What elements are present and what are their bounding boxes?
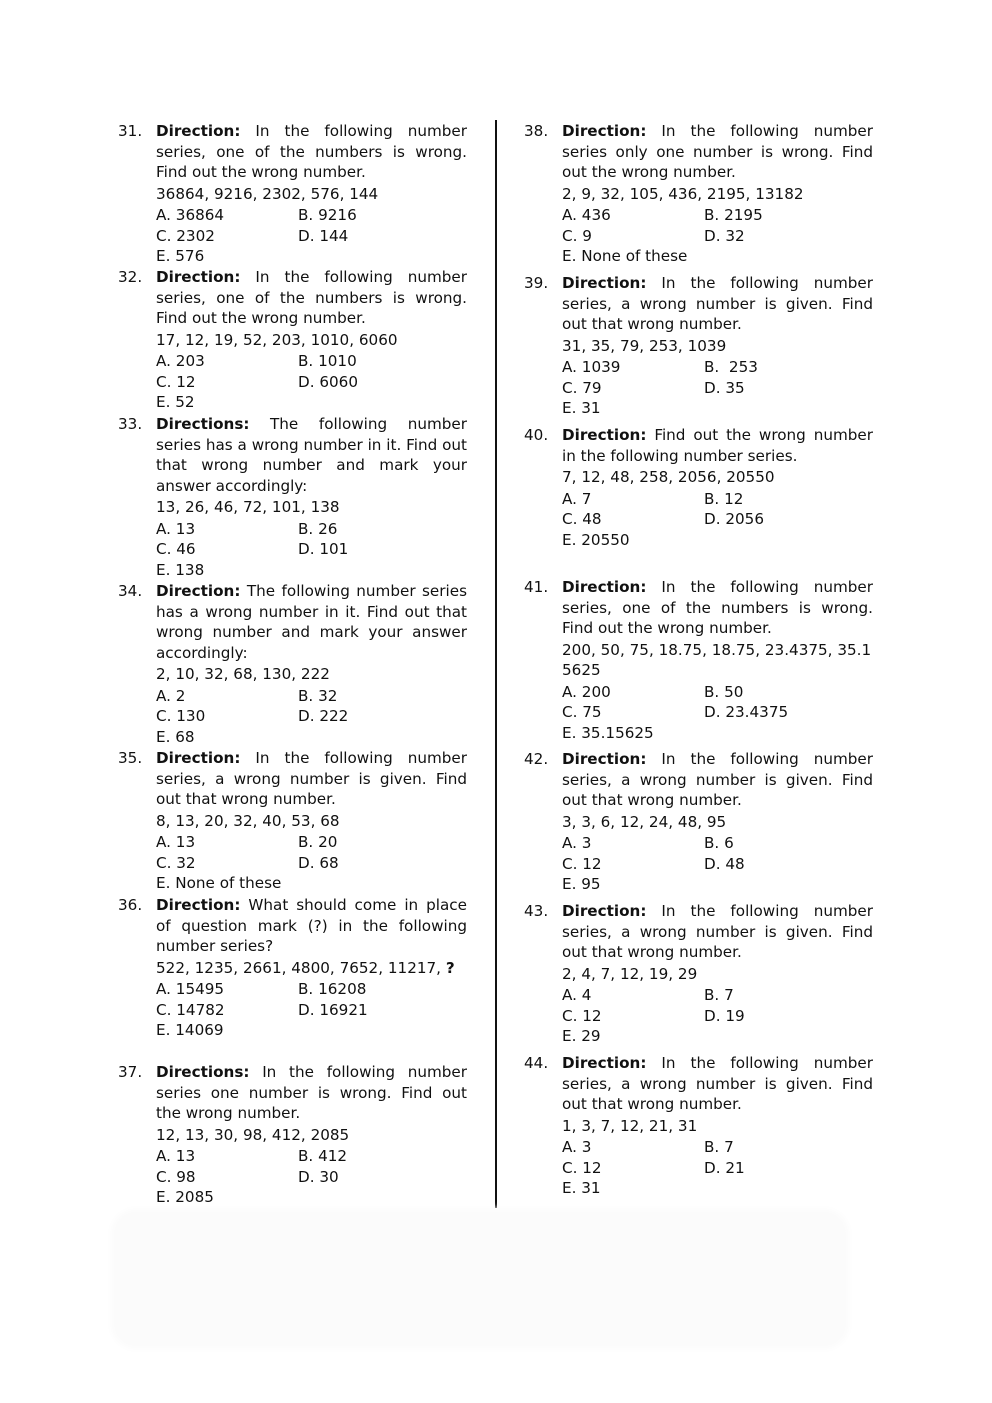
question-direction [562,121,873,183]
direction-text: Find out the wrong number in the following number series. [562,426,873,465]
direction-text: In the following number series, a wrong number is given. Find out that wrong number. [562,750,873,809]
answer-option: B. 7 [704,1138,734,1156]
answer-option: B. 6 [704,834,734,852]
question-body [562,749,873,895]
question-direction [156,414,467,496]
answer-option: A. 200 [562,682,611,701]
answer-option: A. 4 [562,986,592,1004]
answer-options [562,985,873,1047]
answer-option: C. 32 [156,853,196,872]
question-item [118,581,472,747]
direction-label: Direction: [156,749,241,767]
number-series [562,640,873,681]
question-number: 44. [524,1054,549,1072]
answer-option: B. 16208 [298,980,367,998]
direction-label: Direction: [156,582,241,600]
series-values: 200, 50, 75, 18.75, 18.75, 23.4375, 35.15625 [562,640,872,679]
number-series [562,964,873,985]
series-values: 1, 3, 7, 12, 21, 31 [562,1116,698,1135]
answer-option: D. 6060 [298,372,359,391]
question-item [524,577,878,743]
direction-text: The following number series has a wrong number in it. Find out that wrong number and mark your answer accordingly: [156,582,467,662]
answer-option: E. 68 [156,727,195,746]
direction-label: Direction: [562,902,647,920]
answer-option: D. 48 [704,854,745,873]
answer-option: E. 20550 [562,530,630,549]
direction-label: Direction: [562,274,647,292]
answer-option: D. 2056 [704,510,765,528]
answer-option: E. 35.15625 [562,723,654,742]
direction-text: In the following number series, a wrong number is given. Find out that wrong number. [562,902,873,961]
answer-option: A. 3 [562,1138,592,1156]
direction-label: Direction: [562,1054,647,1072]
answer-option: A. 15495 [156,980,225,998]
answer-options [156,205,467,267]
number-series [156,664,467,685]
answer-option: E. 2085 [156,1188,214,1206]
answer-option: C. 79 [562,378,602,397]
answer-option: B. 50 [704,682,744,701]
question-body [156,121,467,267]
direction-label: Direction: [156,896,241,914]
question-item [524,749,878,895]
direction-label: Direction: [156,122,241,140]
question-body [156,1062,467,1208]
question-body [562,1053,873,1199]
answer-option: C. 2302 [156,226,215,245]
direction-label: Direction: [562,578,647,596]
question-direction [156,267,467,329]
question-item [524,901,878,1047]
answer-option: C. 14782 [156,1000,225,1019]
series-values: 2, 4, 7, 12, 19, 29 [562,964,698,983]
answer-option: B. 1010 [298,352,357,370]
answer-options [156,979,467,1041]
question-item [118,121,472,267]
question-item [118,414,472,580]
answer-option: C. 12 [562,1006,602,1025]
answer-option: A. 436 [562,206,611,224]
question-body [156,748,467,894]
direction-text: In the following number series only one number is wrong. Find out the wrong number. [562,122,873,181]
series-values: 8, 13, 20, 32, 40, 53, 68 [156,811,340,830]
answer-options [156,351,467,413]
answer-option: E. None of these [156,874,282,892]
question-item [118,1062,472,1208]
direction-label: Direction: [562,122,647,140]
question-number: 34. [118,582,143,600]
direction-text: In the following number series, a wrong number is given. Find out that wrong number. [156,749,467,808]
question-body [156,581,467,747]
direction-text: In the following number series one number is wrong. Find out the wrong number. [156,1063,467,1122]
answer-option: A. 3 [562,834,592,852]
answer-option: B. 12 [704,489,744,508]
answer-option: D. 32 [704,226,745,245]
answer-option: E. 29 [562,1027,601,1045]
number-series [156,1125,467,1146]
question-body [562,577,873,743]
answer-option: C. 75 [562,703,602,721]
question-body [562,273,873,419]
question-number: 41. [524,578,549,596]
question-number: 31. [118,122,143,140]
question-body [156,414,467,580]
direction-text: In the following number series, one of the numbers is wrong. Find out the wrong number. [562,578,873,637]
answer-options [562,833,873,895]
question-item [524,273,878,419]
question-item [118,895,472,1041]
series-values: 7, 12, 48, 258, 2056, 20550 [562,468,775,486]
answer-option: A. 13 [156,519,196,538]
answer-option: E. 31 [562,1179,601,1197]
answer-option: B. 32 [298,686,338,705]
answer-options [156,832,467,894]
answer-option: D. 144 [298,226,349,245]
question-direction [562,749,873,811]
series-values: 3, 3, 6, 12, 24, 48, 95 [562,812,727,831]
question-body [562,121,873,267]
question-number: 35. [118,749,143,767]
answer-option: B. 253 [704,358,758,376]
direction-text: What should come in place of question mark (?) in the following number series? [156,896,467,955]
answer-option: C. 12 [562,1158,602,1177]
question-number: 32. [118,268,143,286]
series-values: 2, 10, 32, 68, 130, 222 [156,665,330,683]
question-direction [562,577,873,639]
answer-option: E. 52 [156,393,195,411]
answer-option: A. 203 [156,352,205,370]
number-series [156,958,467,979]
answer-option: C. 9 [562,226,592,245]
answer-option: D. 35 [704,378,745,397]
answer-option: C. 12 [156,372,196,391]
answer-option: D. 68 [298,853,339,872]
answer-option: A. 1039 [562,358,621,376]
question-number: 40. [524,426,549,444]
series-values: 36864, 9216, 2302, 576, 144 [156,184,379,203]
answer-options [562,1137,873,1199]
direction-label: Directions: [156,415,250,433]
direction-label: Direction: [562,750,647,768]
answer-option: E. 576 [156,247,205,265]
question-number: 36. [118,896,143,914]
answer-options [156,519,467,581]
answer-option: B. 2195 [704,206,763,224]
series-values: 31, 35, 79, 253, 1039 [562,336,727,355]
question-item [118,748,472,894]
question-direction [562,901,873,963]
answer-option: D. 101 [298,540,349,558]
series-values: 2, 9, 32, 105, 436, 2195, 13182 [562,184,804,203]
answer-option: D. 21 [704,1158,745,1177]
question-item [524,425,878,550]
direction-label: Direction: [562,426,647,444]
question-direction [156,748,467,810]
answer-options [562,357,873,419]
answer-option: D. 16921 [298,1000,368,1019]
series-values: 17, 12, 19, 52, 203, 1010, 6060 [156,330,398,349]
question-number: 37. [118,1063,143,1081]
direction-text: In the following number series, a wrong number is given. Find out that wrong number. [562,1054,873,1113]
question-number: 42. [524,750,549,768]
number-series [156,811,467,832]
question-direction [562,1053,873,1115]
answer-option: D. 19 [704,1006,745,1025]
answer-option: A. 2 [156,686,186,705]
number-series [562,812,873,833]
series-values: 12, 13, 30, 98, 412, 2085 [156,1125,350,1144]
direction-text: In the following number series, one of the numbers is wrong. Find out the wrong number. [156,268,467,327]
direction-text: The following number series has a wrong number in it. Find out that wrong number and mark your answer accordingly: [156,415,467,495]
answer-options [156,1146,467,1208]
answer-option: C. 46 [156,540,196,558]
answer-option: A. 13 [156,1147,196,1165]
answer-option: A. 36864 [156,206,225,224]
question-body [156,895,467,1041]
answer-option: C. 130 [156,707,206,725]
series-values: 522, 1235, 2661, 4800, 7652, 11217, [156,958,442,977]
series-unknown: ? [445,958,455,977]
answer-option: D. 30 [298,1167,339,1186]
answer-option: B. 20 [298,833,338,851]
answer-option: C. 98 [156,1167,196,1186]
number-series [156,330,467,351]
answer-option: B. 9216 [298,206,357,224]
direction-label: Direction: [156,268,241,286]
question-body [156,267,467,413]
column-divider [495,120,497,1208]
answer-option: D. 222 [298,707,349,725]
answer-option: B. 26 [298,519,338,538]
series-values: 13, 26, 46, 72, 101, 138 [156,498,340,516]
question-direction [156,1062,467,1124]
answer-options [156,686,467,748]
question-direction [156,895,467,957]
answer-option: A. 13 [156,833,196,851]
direction-label: Directions: [156,1063,250,1081]
answer-option: E. None of these [562,247,688,265]
question-number: 38. [524,122,549,140]
direction-text: In the following number series, a wrong number is given. Find out that wrong number. [562,274,873,333]
answer-option: D. 23.4375 [704,703,789,721]
question-body [562,901,873,1047]
question-item [524,1053,878,1199]
answer-option: B. 7 [704,986,734,1004]
answer-option: E. 138 [156,560,205,579]
question-number: 39. [524,274,549,292]
question-number: 43. [524,902,549,920]
number-series [562,336,873,357]
question-direction [156,581,467,663]
question-direction [562,425,873,466]
answer-option: B. 412 [298,1147,348,1165]
answer-option: C. 48 [562,510,602,528]
answer-options [562,205,873,267]
question-body [562,425,873,550]
answer-options [562,489,873,551]
answer-option: E. 14069 [156,1021,224,1039]
answer-option: E. 95 [562,875,601,893]
answer-option: E. 31 [562,399,601,417]
question-item [118,267,472,413]
number-series [156,184,467,205]
number-series [562,184,873,205]
answer-option: C. 12 [562,854,602,873]
question-direction [562,273,873,335]
footer-panel [114,1212,846,1346]
number-series [562,1116,873,1137]
question-direction [156,121,467,183]
answer-option: A. 7 [562,489,592,508]
number-series [562,467,873,488]
direction-text: In the following number series, one of the numbers is wrong. Find out the wrong number. [156,122,467,181]
number-series [156,497,467,518]
question-number: 33. [118,415,143,433]
question-item [524,121,878,267]
answer-options [562,682,873,744]
